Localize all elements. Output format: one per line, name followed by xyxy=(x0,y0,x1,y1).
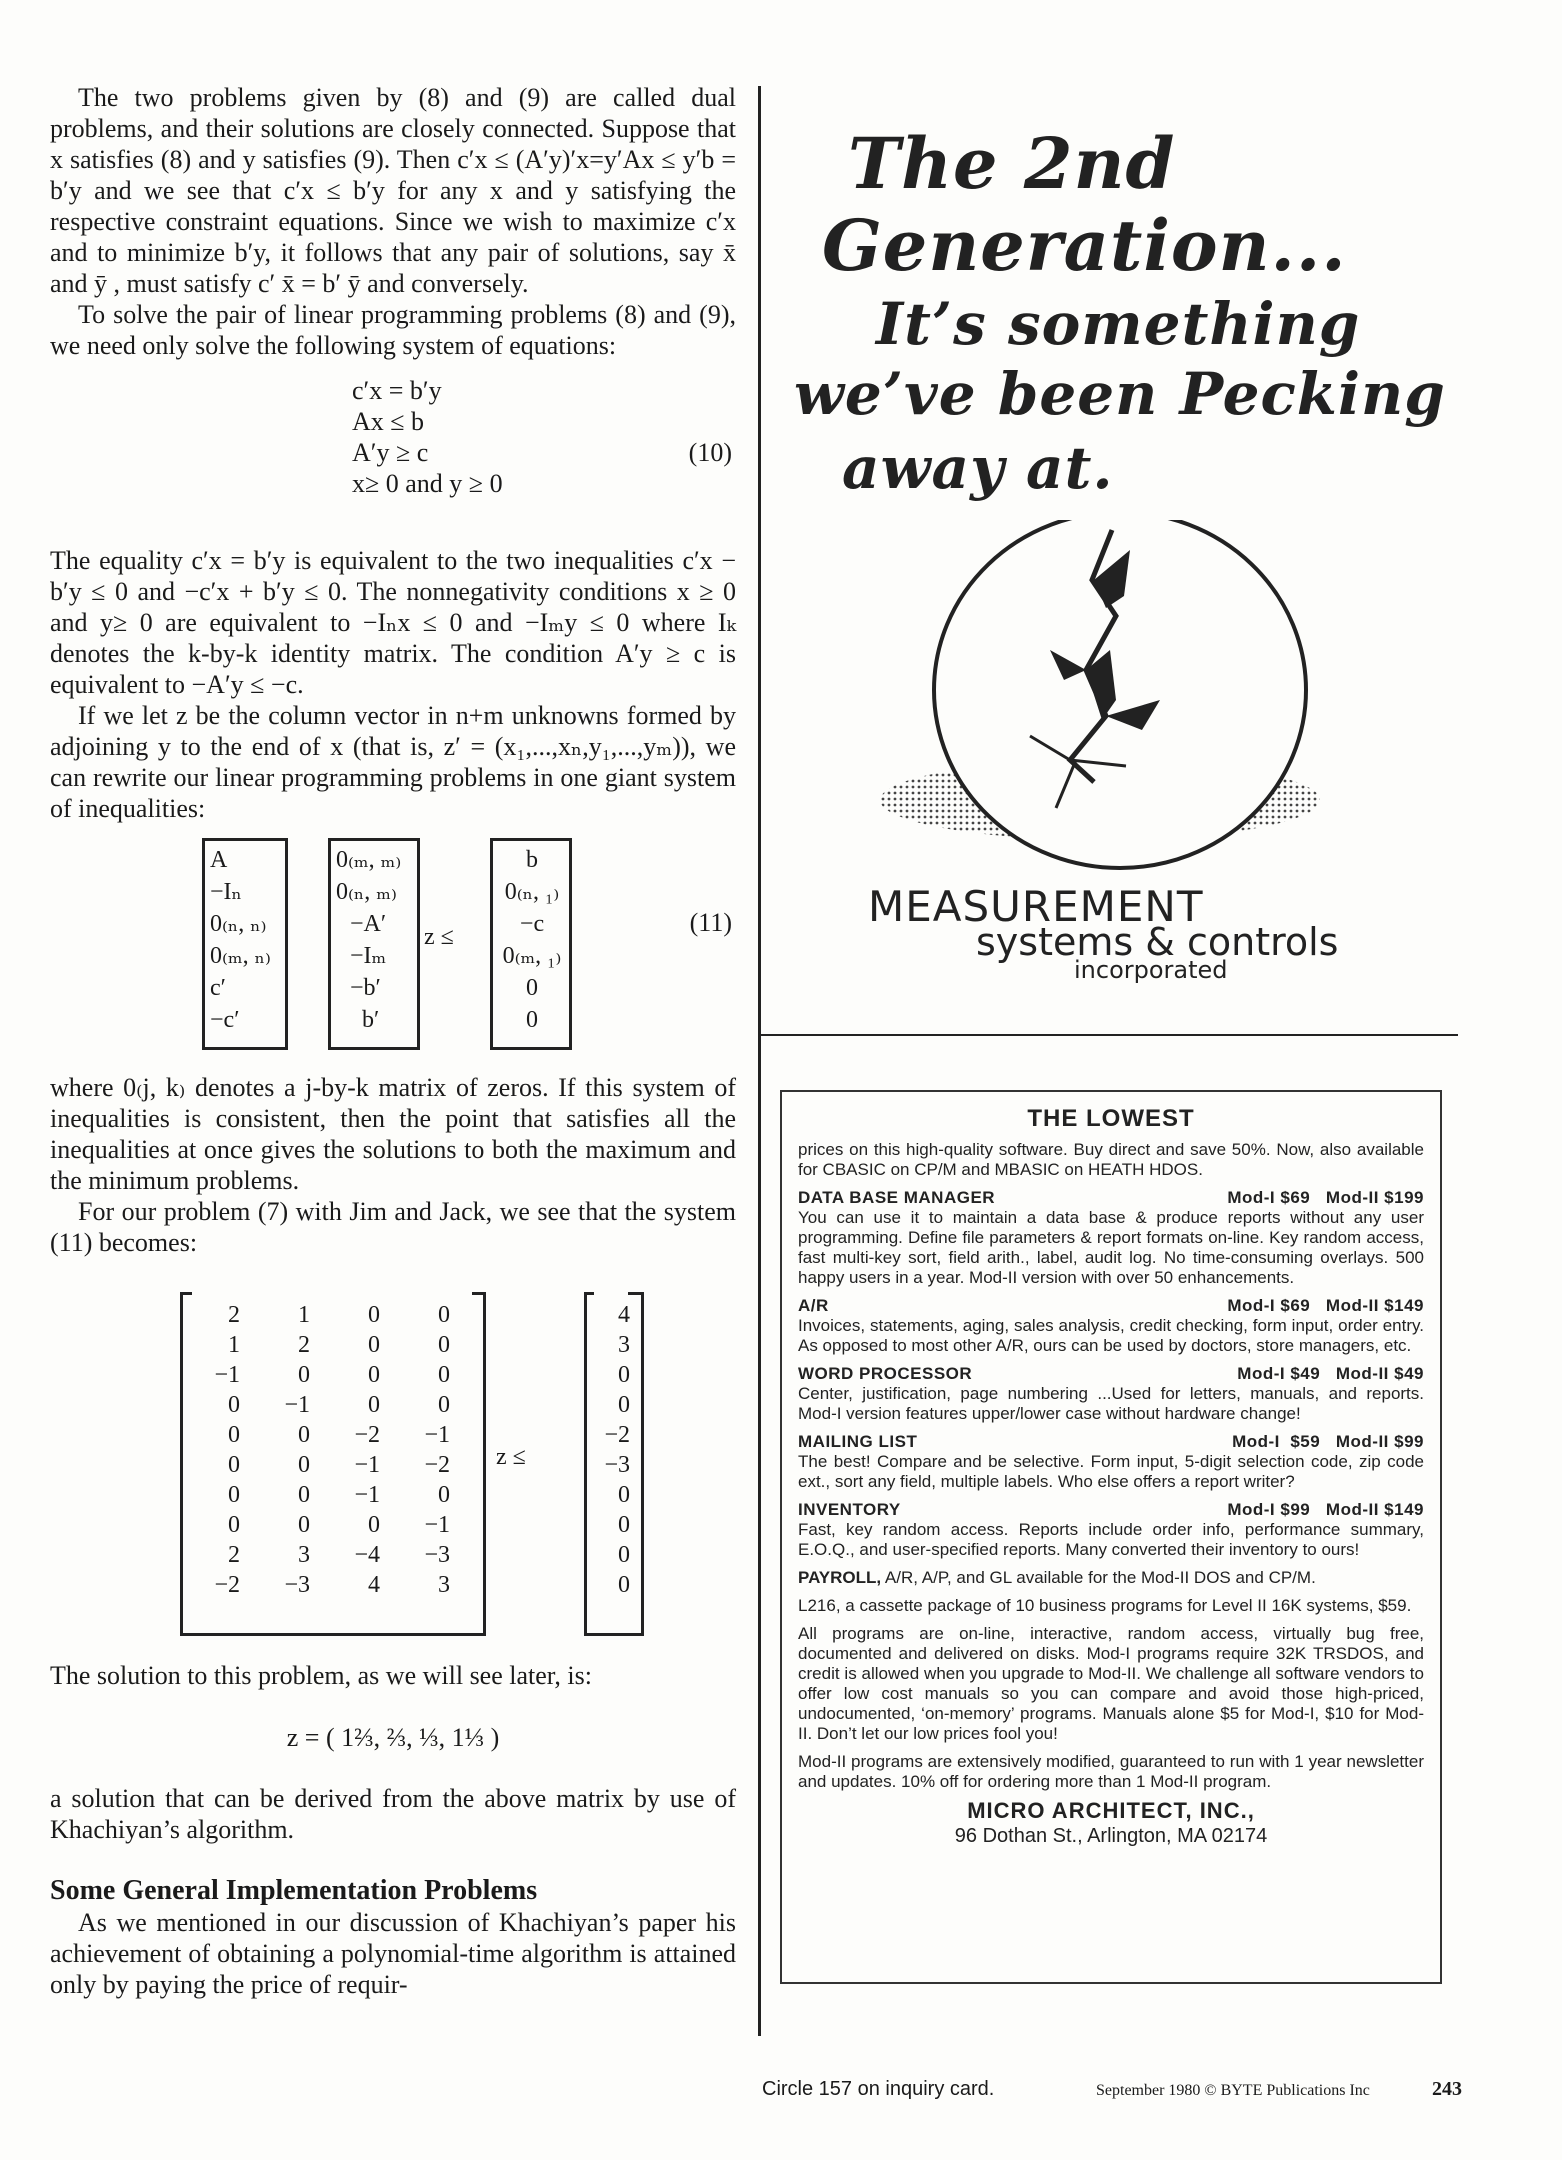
matrix-cell: 3 xyxy=(298,1542,310,1568)
matrix-cell: 0 xyxy=(298,1422,310,1448)
product-name: DATA BASE MANAGER xyxy=(798,1188,996,1207)
company-name: MICRO ARCHITECT, INC., xyxy=(967,1798,1255,1823)
product-entry xyxy=(798,1500,1424,1560)
vector-row xyxy=(578,1540,642,1570)
article-paragraph: As we mentioned in our discussion of Khachiyan’s paper his achievement of obtaining a polynomial-time algorithm is attained only by paying the price of requir- xyxy=(50,1908,736,1999)
mod-ii-text: Mod-II programs are extensively modified, guaranteed to run with 1 year newsletter and updates. 10% off for ordering more than 1 Mod-II program. xyxy=(798,1752,1424,1791)
vector-cell: 0 xyxy=(618,1542,630,1568)
matrix-cell: −4 xyxy=(354,1542,380,1568)
vector-cell: 4 xyxy=(618,1302,630,1328)
matrix-cell: −3 xyxy=(424,1542,450,1568)
product-header xyxy=(798,1296,1424,1316)
product-entry xyxy=(798,1188,1424,1288)
product-header xyxy=(798,1188,1424,1208)
vector-row xyxy=(578,1420,642,1450)
vector-row xyxy=(578,1570,642,1600)
matrix-cell: −3 xyxy=(284,1572,310,1598)
matrix-cell: 0₍ₘ, ₁₎ xyxy=(502,943,562,969)
vector-cell: 0 xyxy=(618,1512,630,1538)
matrix-cell: −1 xyxy=(424,1422,450,1448)
matrix-cell: 0 xyxy=(526,1007,538,1033)
column-divider xyxy=(758,86,761,2036)
matrix-cell: 0₍ₙ, ₙ₎ xyxy=(210,911,267,937)
company-name: incorporated xyxy=(1074,956,1228,984)
vector-row xyxy=(578,1510,642,1540)
equation-number: (10) xyxy=(688,438,732,467)
company-name: systems & controls xyxy=(976,920,1339,964)
article-paragraph: To solve the pair of linear programming problems (8) and (9), we need only solve the following system of equations: xyxy=(50,300,736,360)
payroll-label: PAYROLL, xyxy=(798,1568,882,1587)
equation-11 xyxy=(50,838,736,1054)
matrix-cell: 0 xyxy=(228,1482,240,1508)
matrix-cell: 0 xyxy=(368,1512,380,1538)
equation-number: (11) xyxy=(689,908,732,937)
matrix-cell: −1 xyxy=(284,1392,310,1418)
vector-cell: 0 xyxy=(618,1362,630,1388)
section-heading: Some General Implementation Problems xyxy=(50,1875,538,1906)
matrix-row xyxy=(182,1510,462,1540)
matrix-row xyxy=(182,1450,462,1480)
equation-line: x≥ 0 and y ≥ 0 xyxy=(352,469,503,498)
article-paragraph: where 0₍j, k₎ denotes a j-by-k matrix of zeros. If this system of inequalities is consistent, then the point that satisfies all the inequalities at once gives the solutions to both the maximum and the minimum problems. xyxy=(50,1073,736,1195)
article-paragraph: The equality c′x = b′y is equivalent to the two inequalities c′x − b′y ≤ 0 and −c′x + b′y ≤ 0. The nonnegativity conditions x ≥ 0 and y≥ 0 are equivalent to −Iₙx ≤ 0 and −Iₘy ≤ 0 where Iₖ denotes the k-by-k identity matrix. The condition A′y ≥ c is equivalent to −A′y ≤ −c. xyxy=(50,546,736,699)
vector-cell: 0 xyxy=(618,1392,630,1418)
product-list xyxy=(798,1188,1424,1560)
product-name: WORD PROCESSOR xyxy=(798,1364,973,1383)
article-paragraph: The two problems given by (8) and (9) are called dual problems, and their solutions are closely connected. Suppose that x satisfies (8) and y satisfies (9). Then c′x ≤ (A′y)′x=y′Ax ≤ y′b = b′y and we see that c′x ≤ b′y for any x and y satisfying the respective constraint equations. Since we wish to maximize c′x and to minimize b′y, it follows that any pair of solutions, say x̄ and ȳ , must satisfy c′ x̄ = b′ ȳ and conversely. xyxy=(50,83,736,298)
payroll-text: A/R, A/P, and GL available for the Mod-II DOS and CP/M. xyxy=(881,1568,1316,1587)
matrix-cell: 0 xyxy=(228,1452,240,1478)
vector-cell: −3 xyxy=(604,1452,630,1478)
equation-10 xyxy=(50,375,736,523)
matrix-cell: b′ xyxy=(362,1007,380,1033)
inequality-sign: z ≤ xyxy=(424,924,454,950)
product-price: Mod-I $99 Mod-II $149 xyxy=(1227,1500,1424,1519)
software-ad xyxy=(780,1090,1442,1984)
numeric-system xyxy=(50,1292,736,1636)
matrix-rhs-block xyxy=(498,844,566,1036)
product-description: You can use it to maintain a data base & produce reports without any user programming. Define file parameters & report formats on-line. Key random access, fast multi-key sort, field arith., label, audit log. No time-consuming overlays. 500 happy users in a year. Mod-II version with over 50 enhancements. xyxy=(798,1208,1424,1287)
matrix-cell: 0 xyxy=(368,1332,380,1358)
vector-cell: 0 xyxy=(618,1482,630,1508)
matrix-cell: 0 xyxy=(368,1302,380,1328)
matrix-cell: 0 xyxy=(438,1332,450,1358)
product-name: MAILING LIST xyxy=(798,1432,918,1451)
matrix-cell: 2 xyxy=(298,1332,310,1358)
vector-row xyxy=(578,1360,642,1390)
matrix-cell: 0 xyxy=(228,1392,240,1418)
vector-cell: 0 xyxy=(618,1572,630,1598)
matrix-row xyxy=(182,1480,462,1510)
vector-cell: 3 xyxy=(618,1332,630,1358)
product-header xyxy=(798,1500,1424,1520)
matrix-cell: 0 xyxy=(438,1482,450,1508)
page-number: 243 xyxy=(1432,2078,1462,2100)
company-name: MEASUREMENT xyxy=(868,882,1204,931)
matrix-cell: −c′ xyxy=(210,1007,240,1033)
matrix-a-block xyxy=(210,844,282,1036)
matrix-cell: 0₍ₙ, ₁₎ xyxy=(504,879,560,905)
matrix-cell: 0 xyxy=(228,1512,240,1538)
matrix-cell: 0₍ₘ, ₙ₎ xyxy=(210,943,271,969)
article-column xyxy=(50,82,736,2000)
vector-cell: −2 xyxy=(604,1422,630,1448)
equation-line: Ax ≤ b xyxy=(352,407,425,436)
ad-headline: It’s something xyxy=(876,290,1361,358)
product-header xyxy=(798,1364,1424,1384)
product-description: Center, justification, page numbering ...Used for letters, manuals, and reports. Mod-I version features upper/lower case without hardware change! xyxy=(798,1384,1424,1423)
matrix-cell: −1 xyxy=(354,1452,380,1478)
matrix-cell: −Iₘ xyxy=(350,943,387,969)
equation-line: c′x = b′y xyxy=(352,376,442,405)
matrix-cell: 1 xyxy=(228,1332,240,1358)
ad-headline: we’ve been Pecking xyxy=(794,360,1446,428)
article-paragraph: The solution to this problem, as we will see later, is: xyxy=(50,1661,592,1690)
product-price: Mod-I $49 Mod-II $49 xyxy=(1237,1364,1424,1383)
product-header xyxy=(798,1432,1424,1452)
l216-text: L216, a cassette package of 10 business programs for Level II 16K systems, $59. xyxy=(798,1596,1412,1615)
matrix-cell: −2 xyxy=(354,1422,380,1448)
matrix-cell: −A′ xyxy=(350,911,387,937)
matrix-cell: 1 xyxy=(298,1302,310,1328)
matrix-cell: −Iₙ xyxy=(210,879,242,905)
matrix-b-block xyxy=(336,844,412,1036)
ad-divider xyxy=(758,1034,1458,1036)
matrix-cell: −1 xyxy=(354,1482,380,1508)
matrix-cell: 0 xyxy=(368,1392,380,1418)
equation-line: A′y ≥ c xyxy=(352,438,429,467)
matrix-cell: 0 xyxy=(228,1422,240,1448)
vector-row xyxy=(578,1330,642,1360)
matrix-cell: 0 xyxy=(438,1302,450,1328)
matrix-cell: −2 xyxy=(214,1572,240,1598)
matrix-cell: −2 xyxy=(424,1452,450,1478)
ad-headline: The 2nd xyxy=(848,122,1176,205)
coefficient-matrix xyxy=(182,1300,462,1600)
article-paragraph: For our problem (7) with Jim and Jack, we see that the system (11) becomes: xyxy=(50,1197,736,1257)
all-programs-text: All programs are on-line, interactive, random access, virtually bug free, documented and delivered on disks. Mod-I programs require 32K TRSDOS, and credit is allowed when you upgrade to Mod-II. We challenge all software vendors to offer low cost manuals so you can compare and avoid those high-priced, undocumented, ‘on-memory’ programs. Manuals alone $5 for Mod-I, $10 for Mod-II. Don’t let our low prices fool you! xyxy=(798,1624,1424,1743)
inquiry-note: Circle 157 on inquiry card. xyxy=(762,2078,995,2100)
matrix-row xyxy=(182,1390,462,1420)
product-price: Mod-I $69 Mod-II $149 xyxy=(1227,1296,1424,1315)
company-address: 96 Dothan St., Arlington, MA 02174 xyxy=(954,1825,1268,1847)
product-price: Mod-I $69 Mod-II $199 xyxy=(1227,1188,1424,1207)
matrix-cell: −1 xyxy=(424,1512,450,1538)
product-entry xyxy=(798,1364,1424,1424)
matrix-cell: 0 xyxy=(298,1362,310,1388)
product-description: Invoices, statements, aging, sales analysis, credit checking, form input, order entry. As opposed to most other A/R, ours can be used by doctors, store managers, etc. xyxy=(798,1316,1424,1355)
product-name: INVENTORY xyxy=(798,1500,901,1519)
article-paragraph: a solution that can be derived from the above matrix by use of Khachiyan’s algorithm. xyxy=(50,1784,736,1844)
vector-row xyxy=(578,1390,642,1420)
ad-headline: away at. xyxy=(842,434,1114,502)
ad-headline: Generation... xyxy=(822,204,1347,287)
matrix-cell: 2 xyxy=(228,1302,240,1328)
matrix-row xyxy=(182,1300,462,1330)
vector-row xyxy=(578,1300,642,1330)
payroll-line xyxy=(798,1568,1424,1588)
matrix-cell: 0 xyxy=(526,975,538,1001)
inequality-sign: z ≤ xyxy=(496,1444,526,1470)
matrix-cell: 0 xyxy=(298,1452,310,1478)
product-name: A/R xyxy=(798,1296,829,1315)
matrix-cell: 0 xyxy=(298,1512,310,1538)
product-entry xyxy=(798,1432,1424,1492)
matrix-cell: 2 xyxy=(228,1542,240,1568)
matrix-row xyxy=(182,1540,462,1570)
rhs-vector xyxy=(578,1300,642,1600)
product-description: The best! Compare and be selective. Form input, 5-digit selection code, zip code ext., sort any field, multiple labels. Who else offers a report writer? xyxy=(798,1452,1424,1491)
vector-row xyxy=(578,1450,642,1480)
matrix-cell: c′ xyxy=(210,975,226,1001)
product-price: Mod-I $59 Mod-II $99 xyxy=(1232,1432,1424,1451)
cracked-egg-icon xyxy=(880,520,1360,880)
matrix-cell: 0 xyxy=(438,1362,450,1388)
product-entry xyxy=(798,1296,1424,1356)
matrix-cell: 0 xyxy=(438,1392,450,1418)
publication-line: September 1980 © BYTE Publications Inc xyxy=(1096,2082,1370,2099)
matrix-cell: 0₍ₘ, ₘ₎ xyxy=(336,847,402,873)
matrix-row xyxy=(182,1360,462,1390)
article-paragraph: If we let z be the column vector in n+m unknowns formed by adjoining y to the end of x (that is, z′ = (x₁,...,xₙ,y₁,...,yₘ)), we can rewrite our linear programming problems in one giant system of inequalities: xyxy=(50,701,736,823)
solution-equation: z = ( 1⅔, ⅔, ⅓, 1⅓ ) xyxy=(286,1723,500,1752)
matrix-cell: 0₍ₙ, ₘ₎ xyxy=(336,879,397,905)
matrix-cell: −b′ xyxy=(350,975,381,1001)
ad-title: THE LOWEST xyxy=(1027,1105,1195,1132)
product-description: Fast, key random access. Reports include order info, performance summary, E.O.Q., and user-specified reports. Many converted their inventory to ours! xyxy=(798,1520,1424,1559)
matrix-cell: −c xyxy=(519,911,545,937)
ad-intro: prices on this high-quality software. Buy direct and save 50%. Now, also available for CBASIC on CP/M and MBASIC on HEATH HDOS. xyxy=(798,1140,1424,1179)
matrix-cell: 3 xyxy=(438,1572,450,1598)
matrix-row xyxy=(182,1570,462,1600)
matrix-cell: −1 xyxy=(214,1362,240,1388)
matrix-row xyxy=(182,1420,462,1450)
matrix-cell: A xyxy=(210,847,228,873)
matrix-cell: 0 xyxy=(368,1362,380,1388)
matrix-row xyxy=(182,1330,462,1360)
matrix-cell: 4 xyxy=(368,1572,380,1598)
vector-row xyxy=(578,1480,642,1510)
matrix-cell: b xyxy=(526,847,538,873)
matrix-cell: 0 xyxy=(298,1482,310,1508)
